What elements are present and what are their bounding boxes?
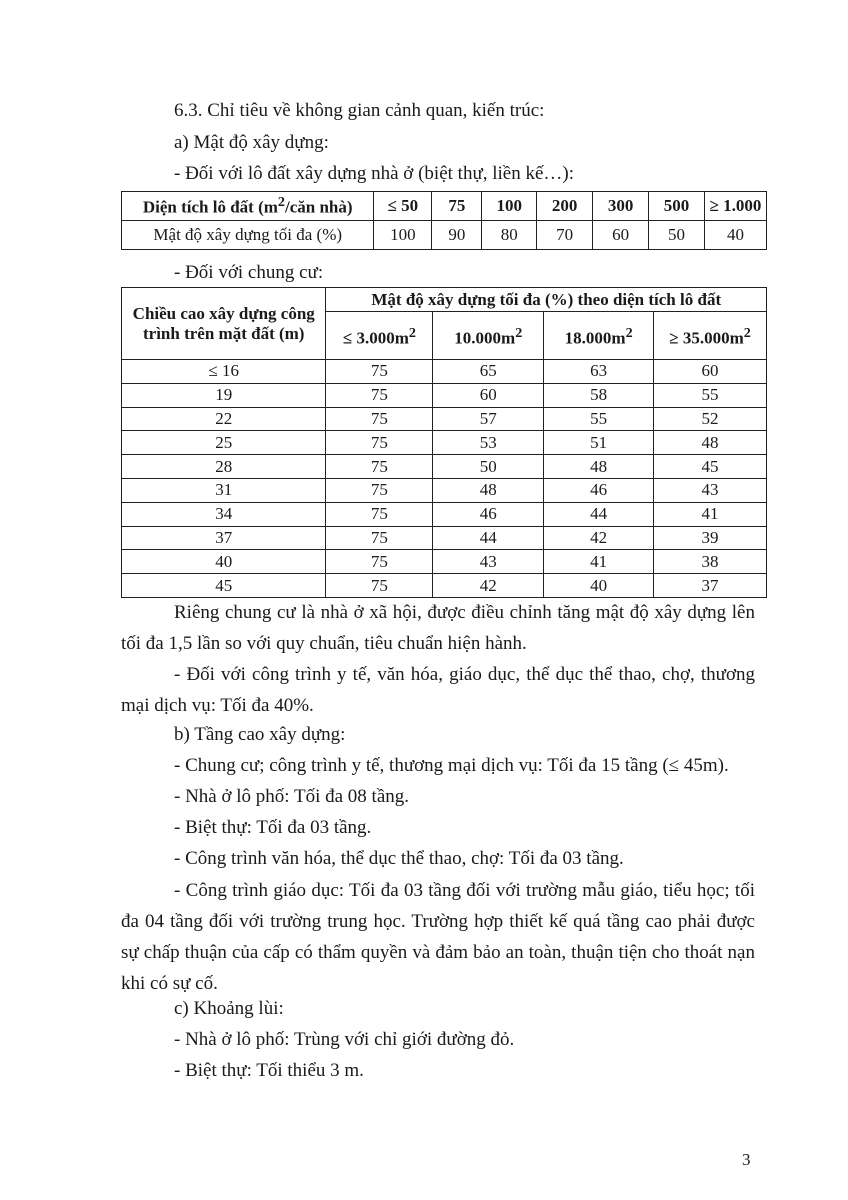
table-cell: 44 [433,526,544,550]
table-cell: 55 [654,383,767,407]
table-cell: 58 [544,383,654,407]
table-row [122,221,767,250]
table-cell: 41 [654,502,767,526]
list-item: - Công trình văn hóa, thể dục thể thao, chợ: Tối đa 03 tầng. [174,848,624,869]
table-cell: 42 [544,526,654,550]
table-row [122,478,767,502]
education-note: - Công trình giáo dục: Tối đa 03 tầng đối với trường mẫu giáo, tiểu học; tối đa 04 tầng đối với trường trung học. Trường hợp thiết kế quá tầng cao phải được sự chấp thuận của cấp có thẩm quyền và đảm bảo an toàn, thuận tiện cho thoát nạn khi có sự cố. [121,880,755,994]
table-row [122,407,767,431]
table-row [122,383,767,407]
table-cell: 75 [326,455,433,479]
table-row [122,431,767,455]
height-column-header: Chiều cao xây dựng công trình trên mặt đất (m) [122,288,326,360]
table-cell: 40 [704,221,766,250]
area-label: Diện tích lô đất ($m^2$/căn nhà) [122,192,374,221]
list-item: - Biệt thự: Tối đa 03 tầng. [174,817,372,838]
table-cell: 45 [122,574,326,598]
table-cell: 75 [432,192,482,221]
table-cell: 44 [544,502,654,526]
table-cell: 75 [326,502,433,526]
area-header: ≥ $35.000m^2$ [654,312,767,360]
table-cell: 500 [649,192,705,221]
list-item: - Nhà ở lô phố: Tối đa 08 tầng. [174,786,410,807]
houses-intro: - Đối với lô đất xây dựng nhà ở (biệt thự, liền kế…): [174,163,575,184]
table-row [122,360,767,384]
table-cell: 22 [122,407,326,431]
table-row [122,574,767,598]
section-a-title: a) Mật độ xây dựng: [174,132,329,153]
table-cell: 75 [326,550,433,574]
table-cell: 39 [654,526,767,550]
table-cell: 75 [326,526,433,550]
section-c-title: c) Khoảng lùi: [174,998,284,1019]
table-cell: ≥ 1.000 [704,192,766,221]
table-row [122,550,767,574]
table-cell: 75 [326,383,433,407]
table-cell: 57 [433,407,544,431]
table-cell: 40 [544,574,654,598]
density-group-header: Mật độ xây dựng tối đa (%) theo diện tích lô đất [326,288,767,312]
table-cell: 90 [432,221,482,250]
table-cell: 34 [122,502,326,526]
table-cell: 48 [433,478,544,502]
table-cell: 53 [433,431,544,455]
table-cell: 63 [544,360,654,384]
table-cell: 48 [654,431,767,455]
apartments-intro: - Đối với chung cư: [174,262,324,283]
table-cell: 37 [654,574,767,598]
table-cell: 51 [544,431,654,455]
table-cell: 46 [433,502,544,526]
table-cell: 19 [122,383,326,407]
page-number: 3 [742,1150,751,1169]
table-cell: ≤ 50 [374,192,432,221]
table-cell: 43 [433,550,544,574]
table-cell: 31 [122,478,326,502]
table-cell: 45 [654,455,767,479]
list-item: - Chung cư; công trình y tế, thương mại dịch vụ: Tối đa 15 tầng (≤ 45m). [174,755,729,776]
table-row [122,502,767,526]
table-header-row [122,288,767,312]
section-heading: 6.3. Chỉ tiêu về không gian cảnh quan, kiến trúc: [174,100,545,121]
table-cell: 60 [593,221,649,250]
table-row [122,526,767,550]
table-cell: 40 [122,550,326,574]
table-cell: 75 [326,407,433,431]
table-cell: 25 [122,431,326,455]
table-cell: 38 [654,550,767,574]
table-cell: 65 [433,360,544,384]
table-cell: 75 [326,574,433,598]
table-cell: 42 [433,574,544,598]
area-header: $18.000m^2$ [544,312,654,360]
table-cell: 48 [544,455,654,479]
table-cell: 100 [482,192,537,221]
table-cell: 50 [649,221,705,250]
table-cell: 60 [433,383,544,407]
list-item: - Nhà ở lô phố: Trùng với chỉ giới đường đỏ. [174,1029,515,1050]
table-cell: 28 [122,455,326,479]
table-cell: 100 [374,221,432,250]
table-cell: 60 [654,360,767,384]
table-cell: 70 [537,221,593,250]
area-header: $10.000m^2$ [433,312,544,360]
table-cell: 75 [326,360,433,384]
list-item: - Biệt thự: Tối thiểu 3 m. [174,1060,364,1081]
social-housing-note: Riêng chung cư là nhà ở xã hội, được điều chỉnh tăng mật độ xây dựng lên tối đa 1,5 lần so với quy chuẩn, tiêu chuẩn hiện hành. [121,602,755,654]
table-row [122,455,767,479]
table-cell: 52 [654,407,767,431]
table-cell: 75 [326,478,433,502]
table-body [122,360,767,598]
table-row [122,192,767,221]
table-cell: 37 [122,526,326,550]
apartment-density-table [121,287,767,598]
table-cell: ≤ 16 [122,360,326,384]
table-cell: 75 [326,431,433,455]
section-b-title: b) Tầng cao xây dựng: [174,724,346,745]
table-cell: 55 [544,407,654,431]
table-cell: 80 [482,221,537,250]
table-cell: 300 [593,192,649,221]
public-works-note: - Đối với công trình y tế, văn hóa, giáo dục, thể dục thể thao, chợ, thương mại dịch vụ: Tối đa 40%. [121,664,755,716]
table-cell: 41 [544,550,654,574]
density-label: Mật độ xây dựng tối đa (%) [122,221,374,250]
table-cell: 200 [537,192,593,221]
area-header: ≤ $3.000m^2$ [326,312,433,360]
table-cell: 46 [544,478,654,502]
house-density-table [121,191,767,250]
table-cell: 43 [654,478,767,502]
table-cell: 50 [433,455,544,479]
